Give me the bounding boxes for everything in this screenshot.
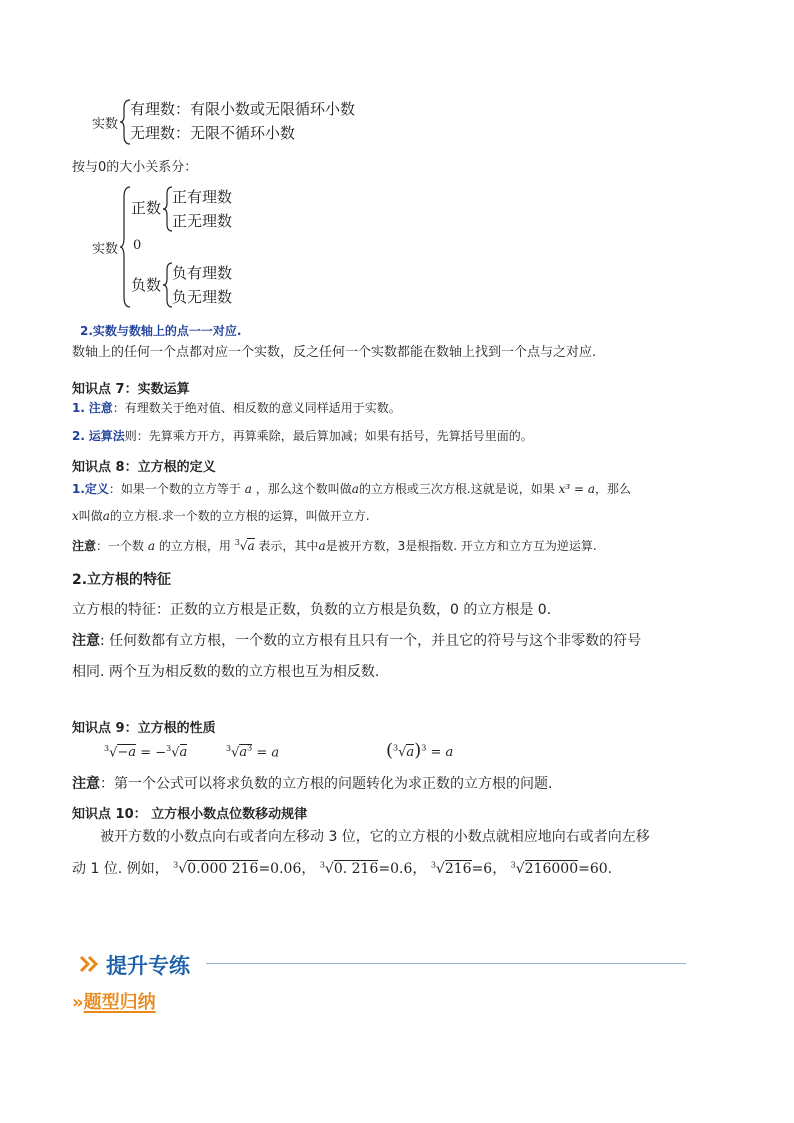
kp8-note2-line2: 相同. 两个互为相反数的数的立方根也互为相反数. [72,664,380,680]
section-divider [206,963,686,964]
kp7-item2-text: 则：先算乘方开方，再算乘除，最后算加减；如果有括号，先算括号里面的。 [124,429,533,443]
class2-positive-label: 正数 [131,199,162,217]
kp8-note-b: 的立方根，用 [158,539,231,553]
kp9-title: 知识点 9：立方根的性质 [72,721,216,736]
class2-intro: 按与0的大小关系分： [72,160,198,175]
kp8-def-f: 的立方根.求一个数的立方根的运算，叫做开立方. [109,509,370,523]
kp7-title: 知识点 7：实数运算 [72,382,190,397]
ex2-radicand: 0. 216 [333,861,379,877]
kp8-note-c: 表示，其中 [258,539,319,553]
kp9-note [72,773,552,793]
kp10-line1: 被开方数的小数点向右或者向左移动 3 位，它的立方根的小数点就相应地向右或者向左移 [100,829,650,845]
var-a: a [318,539,326,553]
ex4-radicand: 216000 [524,861,579,877]
class2-positive-rational: 正有理数 [172,188,233,206]
section-sub-title: 题型归纳 [83,992,156,1013]
point2-text: 数轴上的任何一个点都对应一个实数，反之任何一个实数都能在数轴上找到一个点与之对应. [72,345,597,360]
kp7-item2 [72,427,533,444]
kp7-item2-label: 运算法 [88,429,125,443]
eq-x-cubed: x³ = a [558,482,595,496]
kp8-note2-text1: : 任何数都有立方根，一个数的立方根有且只有一个，并且它的符号与这个非零数的符号 [100,633,642,649]
kp8-note-a: ：一个数 [96,539,145,553]
kp8-sub2: 2.立方根的特征 [72,572,172,588]
ex3-radicand: 216 [444,861,472,877]
kp10-line2-a: 动 1 位. 例如， [72,861,169,877]
class2-negative-irrational: 负无理数 [172,288,233,306]
kp10-example2: $^3$√0. 216=0.6， [319,860,427,877]
kp8-def-a: ：如果一个数的立方等于 [108,482,241,496]
class2-positive-irrational: 正无理数 [172,212,233,230]
kp8-note-label: 注意 [72,539,97,553]
kp9-note-text: ：第一个公式可以将求负数的立方根的问题转化为求正数的立方根的问题. [100,776,553,792]
kp8-def-line1 [72,480,631,497]
kp10-title: 知识点 10： 立方根小数点位数移动规律 [72,807,308,822]
double-chevron-icon [78,954,102,974]
kp8-note [72,537,597,554]
var-a: a [147,539,156,553]
kp8-def-line2 [72,507,370,524]
kp10-line2 [72,858,612,878]
var-x: x [72,509,79,523]
var-a: a [244,482,252,496]
section-title: 提升专练 [106,954,190,978]
kp7-item1-label: 注意 [88,401,113,415]
var-a: a [351,482,359,496]
class2-negative-rational: 负有理数 [172,264,233,282]
kp9-note-label: 注意 [72,776,100,792]
class2-negative-label: 负数 [131,276,162,294]
class2-zero: 0 [133,238,142,253]
kp8-def-c: 的立方根或三次方根.这就是说，如果 [358,482,555,496]
kp8-def-b: ，那么这个数叫做 [255,482,352,496]
ex3-value: =6， [471,861,507,877]
kp9-f1-rhs: = − [140,745,167,761]
class1-root: 实数 [92,117,119,132]
kp8-note2-label: 注意 [72,633,100,649]
kp7-item1 [72,399,401,416]
class1-item-irrational: 无理数：无限不循环小数 [130,124,296,142]
kp9-formula1: $^3$√−a = −$^3$√a [104,744,188,761]
point2-heading: 2.实数与数轴上的点一一对应. [80,324,242,338]
kp9-f2-rhs: = a [256,745,280,761]
ex1-value: =0.06， [258,861,316,877]
kp10-example4: $^3$√216000=60. [510,860,613,877]
var-a: a [102,509,110,523]
class1-item-rational: 有理数：有限小数或无限循环小数 [130,100,356,118]
kp8-def-e: 叫做 [78,509,103,523]
section-sub [72,988,156,1014]
kp8-def-d: ，那么 [595,482,632,496]
ex4-value: =60. [578,861,613,877]
kp9-f3-rhs: = a [430,745,454,760]
ex1-radicand: 0.000 216 [187,861,259,877]
radicand-a: a [247,539,255,553]
cube-root-a-symbol: $^3$√a [234,538,255,553]
kp7-item1-num: 1. [72,401,85,415]
kp8-title: 知识点 8：立方根的定义 [72,460,216,475]
kp8-feature: 立方根的特征：正数的立方根是正数，负数的立方根是负数，0 的立方根是 0. [72,602,552,618]
kp10-example3: $^3$√216=6， [430,860,507,877]
ex2-value: =0.6， [378,861,427,877]
kp8-note2-line1 [72,630,641,650]
kp10-example1: $^3$√0.000 216=0.06， [173,860,316,877]
kp9-formula3: $(^3√a)^3 = a$ [386,740,454,761]
kp9-formula2: $^3√a^3 = a$ [226,744,280,761]
kp8-def-label: 1.定义 [72,482,109,496]
section-sub-chevron-icon: » [72,992,84,1013]
kp8-note-d: 是被开方数，3是根指数. 开立方和立方互为逆运算. [325,539,597,553]
class2-root: 实数 [92,242,119,257]
kp7-item2-num: 2. [72,429,85,443]
kp7-item1-text: ：有理数关于绝对值、相反数的意义同样适用于实数。 [112,401,401,415]
